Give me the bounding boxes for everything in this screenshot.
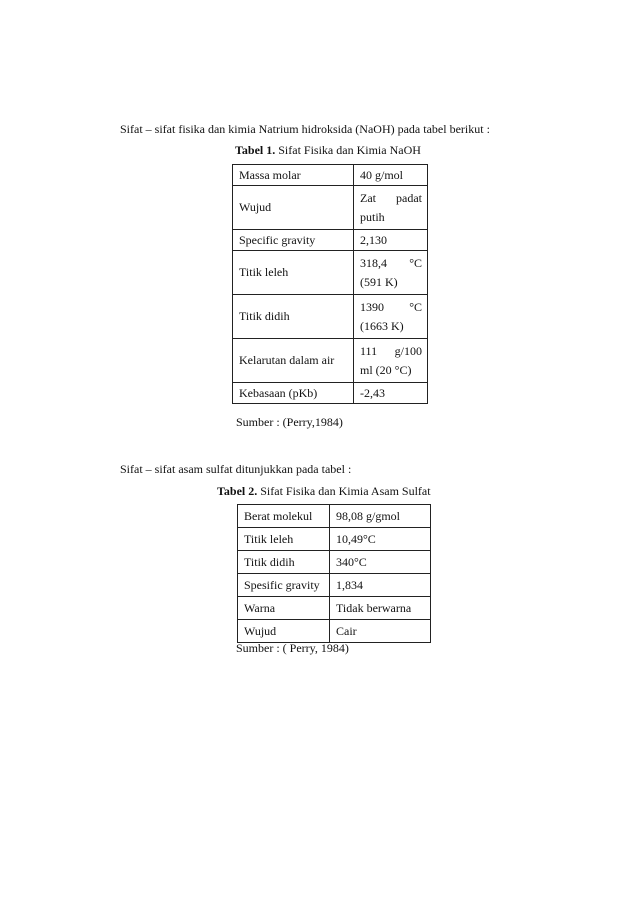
table1-cell-property: Kebasaan (pKb) xyxy=(233,383,354,404)
table2-caption-number: Tabel 2. xyxy=(217,484,258,498)
table1-row xyxy=(233,186,428,230)
table1-source: Sumber : (Perry,1984) xyxy=(236,415,343,429)
table2-caption xyxy=(217,484,431,499)
table1-cell-value-line: (591 K) xyxy=(360,274,398,289)
table1-cell-property: Specific gravity xyxy=(233,230,354,251)
intro-naoh: Sifat – sifat fisika dan kimia Natrium hidroksida (NaOH) pada tabel berikut : xyxy=(120,122,490,136)
table1-cell-value-line: putih xyxy=(360,209,385,224)
table1-cell-value xyxy=(354,339,428,383)
table2-cell-property: Titik leleh xyxy=(238,528,330,551)
table2 xyxy=(237,504,431,643)
table2-cell-value: 340°C xyxy=(330,551,431,574)
table1-caption-number: Tabel 1. xyxy=(235,143,276,157)
table1-row xyxy=(233,339,428,383)
table1-cell-value-line: 111 g/100 xyxy=(360,343,422,358)
table2-cell-property: Spesific gravity xyxy=(238,574,330,597)
table2-cell-property: Berat molekul xyxy=(238,505,330,528)
table1-cell-value-line: -2,43 xyxy=(360,385,385,400)
table2-caption-title: Sifat Fisika dan Kimia Asam Sulfat xyxy=(257,484,431,498)
table2-cell-value: Tidak berwarna xyxy=(330,597,431,620)
table2-cell-value: 98,08 g/gmol xyxy=(330,505,431,528)
table1-cell-value-line: Zat padat xyxy=(360,190,422,205)
table2-row xyxy=(238,574,431,597)
table1-cell-value-line: 318,4 °C xyxy=(360,255,422,270)
table1-cell-value xyxy=(354,383,428,404)
table2-row xyxy=(238,620,431,643)
table2-row xyxy=(238,551,431,574)
intro-h2so4: Sifat – sifat asam sulfat ditunjukkan pada tabel : xyxy=(120,462,352,476)
table1-cell-value xyxy=(354,295,428,339)
table1-cell-value-line: ml (20 °C) xyxy=(360,362,412,377)
table2-cell-property: Warna xyxy=(238,597,330,620)
table1-cell-value-line: 1390 °C xyxy=(360,299,422,314)
table1-row xyxy=(233,251,428,295)
table1-cell-value xyxy=(354,251,428,295)
table1-row xyxy=(233,383,428,404)
table1 xyxy=(232,164,428,404)
table1-cell-property: Massa molar xyxy=(233,165,354,186)
table2-cell-value: 1,834 xyxy=(330,574,431,597)
table1-cell-property: Wujud xyxy=(233,186,354,230)
table2-source: Sumber : ( Perry, 1984) xyxy=(236,641,349,655)
table1-cell-property: Kelarutan dalam air xyxy=(233,339,354,383)
table2-row xyxy=(238,597,431,620)
table2-row xyxy=(238,505,431,528)
table1-cell-property: Titik didih xyxy=(233,295,354,339)
table1-row xyxy=(233,295,428,339)
table2-cell-property: Titik didih xyxy=(238,551,330,574)
table1-row xyxy=(233,165,428,186)
table1-cell-property: Titik leleh xyxy=(233,251,354,295)
table1-cell-value-line: (1663 K) xyxy=(360,318,404,333)
table2-cell-property: Wujud xyxy=(238,620,330,643)
table2-cell-value: 10,49°C xyxy=(330,528,431,551)
table1-caption xyxy=(235,143,421,158)
table1-cell-value xyxy=(354,230,428,251)
table1-row xyxy=(233,230,428,251)
table2-row xyxy=(238,528,431,551)
table1-cell-value xyxy=(354,165,428,186)
table1-cell-value-line: 40 g/mol xyxy=(360,167,404,182)
table2-cell-value: Cair xyxy=(330,620,431,643)
table1-cell-value xyxy=(354,186,428,230)
table1-cell-value-line: 2,130 xyxy=(360,232,387,247)
table1-caption-title: Sifat Fisika dan Kimia NaOH xyxy=(275,143,421,157)
